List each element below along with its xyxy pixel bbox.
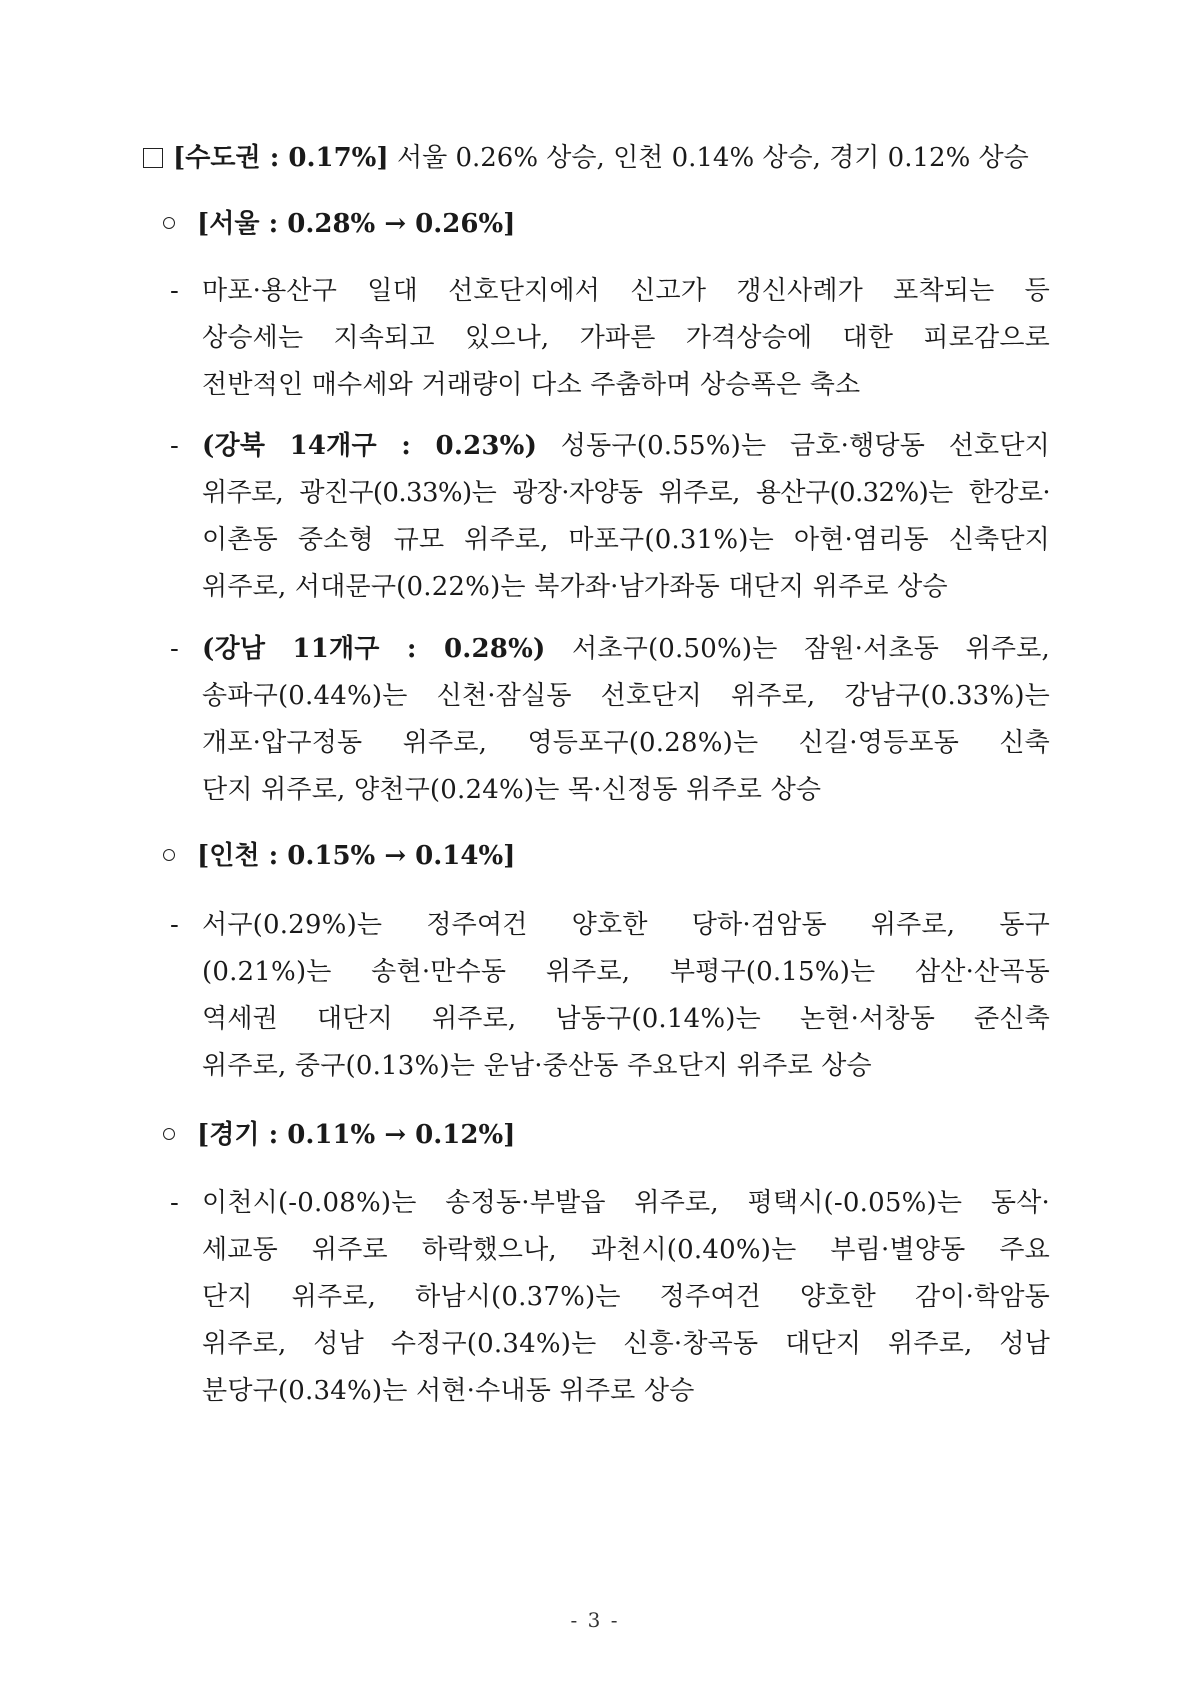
item-line: 마포·용산구 일대 선호단지에서 신고가 갱신사례가 포착되는 등 bbox=[202, 276, 1050, 306]
item-line: 이촌동 중소형 규모 위주로, 마포구(0.31%)는 아현·염리동 신축단지 bbox=[202, 525, 1050, 555]
item-line: 상승세는 지속되고 있으나, 가파른 가격상승에 대한 피로감으로 bbox=[202, 323, 1050, 353]
heading-text: 서울 0.26% 상승, 인천 0.14% 상승, 경기 0.12% 상승 bbox=[388, 143, 1029, 173]
dash-bullet: - bbox=[170, 634, 179, 664]
list-item bbox=[170, 902, 1050, 1090]
checkbox-square-icon bbox=[143, 148, 163, 168]
item-line: 위주로, 중구(0.13%)는 운남·중산동 주요단지 위주로 상승 bbox=[202, 1051, 872, 1081]
dash-bullet: - bbox=[170, 910, 179, 940]
dash-bullet: - bbox=[170, 1188, 179, 1218]
item-line: 이천시(-0.08%)는 송정동·부발읍 위주로, 평택시(-0.05%)는 동삭· bbox=[202, 1188, 1050, 1218]
item-line: 단지 위주로, 양천구(0.24%)는 목·신정동 위주로 상승 bbox=[202, 775, 822, 805]
subsection-title-seoul: [서울 : 0.28% → 0.26%] bbox=[163, 204, 515, 244]
item-body bbox=[202, 1180, 1050, 1415]
list-item bbox=[170, 423, 1050, 611]
item-line: 전반적인 매수세와 거래량이 다소 주춤하며 상승폭은 축소 bbox=[202, 370, 861, 400]
item-line: 위주로, 성남 수정구(0.34%)는 신흥·창곡동 대단지 위주로, 성남 bbox=[202, 1329, 1050, 1359]
subsection-title-incheon: [인천 : 0.15% → 0.14%] bbox=[163, 836, 515, 876]
section-heading bbox=[143, 138, 1048, 178]
list-item bbox=[170, 626, 1050, 814]
item-body bbox=[202, 423, 1050, 611]
item-line: 송파구(0.44%)는 신천·잠실동 선호단지 위주로, 강남구(0.33%)는 bbox=[202, 681, 1050, 711]
subsection-title-gyeonggi: [경기 : 0.11% → 0.12%] bbox=[163, 1115, 515, 1155]
heading-tag: [수도권 : 0.17%] bbox=[173, 143, 389, 173]
list-item bbox=[170, 1180, 1050, 1415]
page-number: - 3 - bbox=[570, 1608, 620, 1632]
item-line: 세교동 위주로 하락했으나, 과천시(0.40%)는 부림·별양동 주요 bbox=[202, 1235, 1050, 1265]
item-body bbox=[202, 902, 1050, 1090]
item-line: 개포·압구정동 위주로, 영등포구(0.28%)는 신길·영등포동 신축 bbox=[202, 728, 1050, 758]
item-line: 분당구(0.34%)는 서현·수내동 위주로 상승 bbox=[202, 1376, 695, 1406]
item-line: 서구(0.29%)는 정주여건 양호한 당하·검암동 위주로, 동구 bbox=[202, 910, 1050, 940]
item-line: 위주로, 광진구(0.33%)는 광장·자양동 위주로, 용산구(0.32%)는 한강로· bbox=[202, 478, 1050, 508]
item-line: 위주로, 서대문구(0.22%)는 북가좌·남가좌동 대단지 위주로 상승 bbox=[202, 572, 948, 602]
circle-bullet-icon bbox=[163, 1128, 175, 1140]
list-item bbox=[170, 268, 1050, 409]
dash-bullet: - bbox=[170, 276, 179, 306]
dash-bullet: - bbox=[170, 431, 179, 461]
circle-bullet-icon bbox=[163, 849, 175, 861]
item-line: (강북 14개구 : 0.23%) 성동구(0.55%)는 금호·행당동 선호단지 bbox=[202, 431, 1050, 461]
item-bold-label: (강남 11개구 : 0.28%) bbox=[202, 634, 546, 664]
item-line: 단지 위주로, 하남시(0.37%)는 정주여건 양호한 감이·학암동 bbox=[202, 1282, 1050, 1312]
item-line: (강남 11개구 : 0.28%) 서초구(0.50%)는 잠원·서초동 위주로, bbox=[202, 634, 1050, 664]
item-line: 역세권 대단지 위주로, 남동구(0.14%)는 논현·서창동 준신축 bbox=[202, 1004, 1050, 1034]
item-body bbox=[202, 626, 1050, 814]
item-line: (0.21%)는 송현·만수동 위주로, 부평구(0.15%)는 삼산·산곡동 bbox=[202, 957, 1050, 987]
item-body bbox=[202, 268, 1050, 409]
item-bold-label: (강북 14개구 : 0.23%) bbox=[202, 431, 538, 461]
circle-bullet-icon bbox=[163, 217, 175, 229]
